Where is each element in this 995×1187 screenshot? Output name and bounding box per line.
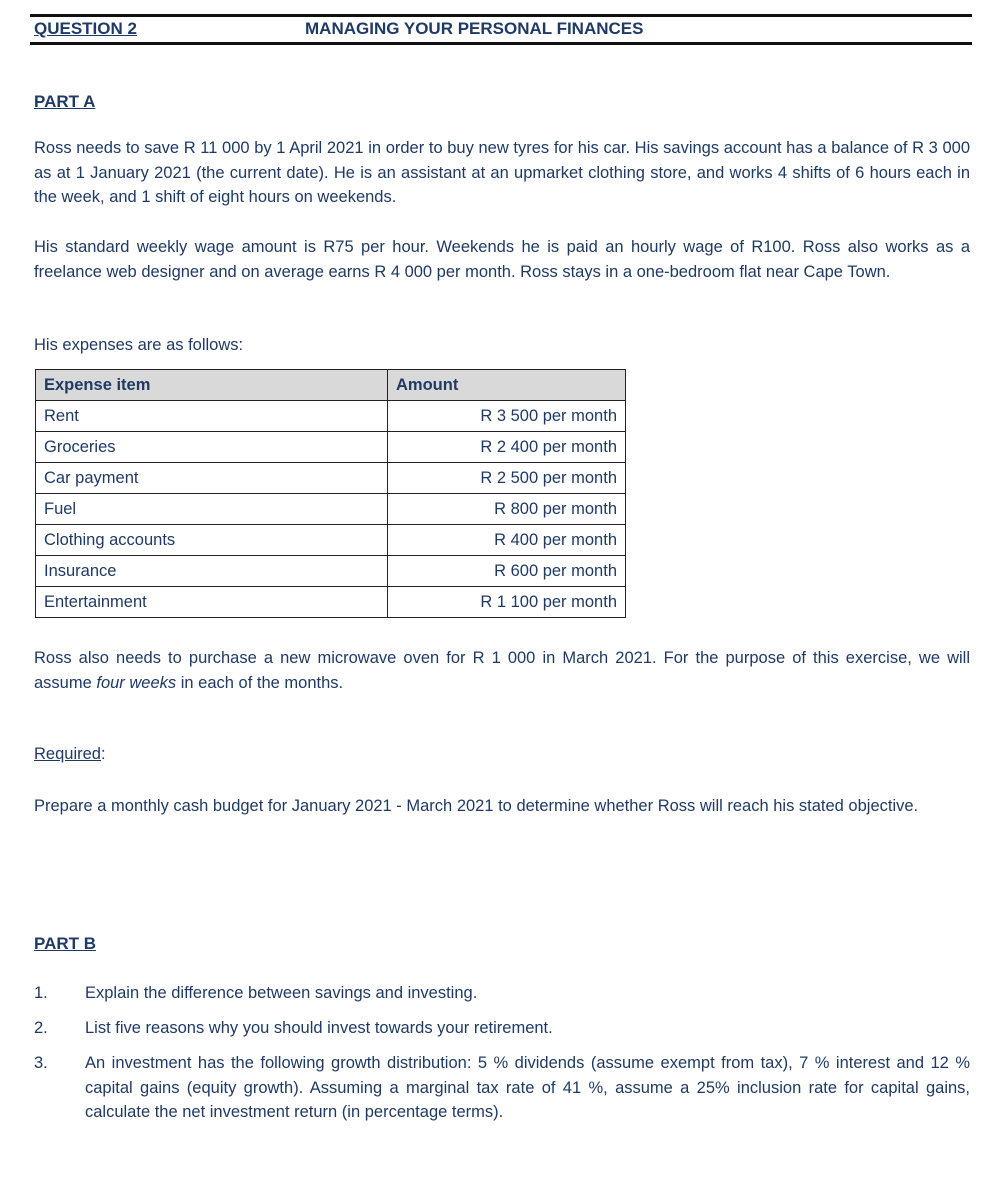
part-a-paragraph-3 xyxy=(34,646,970,695)
required-word: Required xyxy=(34,745,101,763)
expense-item-cell: Fuel xyxy=(36,494,388,525)
header-expense-item: Expense item xyxy=(36,370,388,401)
question-number: QUESTION 2 xyxy=(34,19,137,38)
list-item-number: 1. xyxy=(34,984,48,1002)
table-header-row xyxy=(36,370,626,401)
amount-cell: R 2 500 per month xyxy=(388,463,626,494)
list-item-text: Explain the difference between savings and investing. xyxy=(85,984,478,1002)
part-b-heading: PART B xyxy=(34,934,97,953)
expense-item-cell: Rent xyxy=(36,401,388,432)
expense-item-cell: Clothing accounts xyxy=(36,525,388,556)
table-row xyxy=(36,525,626,556)
amount-cell: R 1 100 per month xyxy=(388,587,626,618)
part-a-paragraph-1: Ross needs to save R 11 000 by 1 April 2021 in order to buy new tyres for his car. His savings account has a balance of R 3 000 as at 1 January 2021 (the current date). He is an assistant at an upmarket clothing store, and works 4 shifts of 6 hours each in the week, and 1 shift of eight hours on weekends. xyxy=(34,139,970,206)
table-row xyxy=(36,463,626,494)
list-item-number: 3. xyxy=(34,1054,48,1072)
table-row xyxy=(36,587,626,618)
list-item xyxy=(34,1051,970,1125)
table-row xyxy=(36,432,626,463)
amount-cell: R 3 500 per month xyxy=(388,401,626,432)
part-a-heading: PART A xyxy=(34,92,96,111)
expenses-intro: His expenses are as follows: xyxy=(34,336,244,354)
required-label xyxy=(34,745,106,764)
header-top-rule xyxy=(30,14,972,17)
paragraph-3-text-a: Ross also needs to purchase a new microwave oven for R 1 000 in March 2021. For the purpose of this exercise, we will assume xyxy=(34,649,970,692)
paragraph-3-text-b: in each of the months. xyxy=(176,673,344,692)
list-item-text: An investment has the following growth distribution: 5 % dividends (assume exempt from tax), 7 % interest and 12 % capital gains (equity growth). Assuming a marginal tax rate of 41 %, assume a 25% inclusion rate for capital gains, calculate the net investment return (in percentage terms). xyxy=(85,1054,970,1121)
header-amount: Amount xyxy=(388,370,626,401)
expense-item-cell: Insurance xyxy=(36,556,388,587)
amount-cell: R 800 per month xyxy=(388,494,626,525)
part-a-paragraph-2: His standard weekly wage amount is R75 per hour. Weekends he is paid an hourly wage of R100. Ross also works as a freelance web designer and on average earns R 4 000 per month. Ross stays in a one-bedroom flat near Cape Town. xyxy=(34,238,970,281)
paragraph-3-emphasis: four weeks xyxy=(96,673,177,692)
expenses-table xyxy=(35,369,626,618)
amount-cell: R 2 400 per month xyxy=(388,432,626,463)
expense-item-cell: Car payment xyxy=(36,463,388,494)
list-item-number: 2. xyxy=(34,1019,48,1037)
header-bottom-rule xyxy=(30,42,972,45)
amount-cell: R 600 per month xyxy=(388,556,626,587)
table-row xyxy=(36,401,626,432)
list-item-text: List five reasons why you should invest towards your retirement. xyxy=(85,1019,553,1037)
required-colon: : xyxy=(100,745,106,763)
table-row xyxy=(36,556,626,587)
table-row xyxy=(36,494,626,525)
expense-item-cell: Entertainment xyxy=(36,587,388,618)
list-item xyxy=(34,981,970,1006)
question-title: MANAGING YOUR PERSONAL FINANCES xyxy=(305,19,644,38)
amount-cell: R 400 per month xyxy=(388,525,626,556)
expense-item-cell: Groceries xyxy=(36,432,388,463)
list-item xyxy=(34,1016,970,1041)
required-text: Prepare a monthly cash budget for January 2021 - March 2021 to determine whether Ross will reach his stated objective. xyxy=(34,797,919,815)
